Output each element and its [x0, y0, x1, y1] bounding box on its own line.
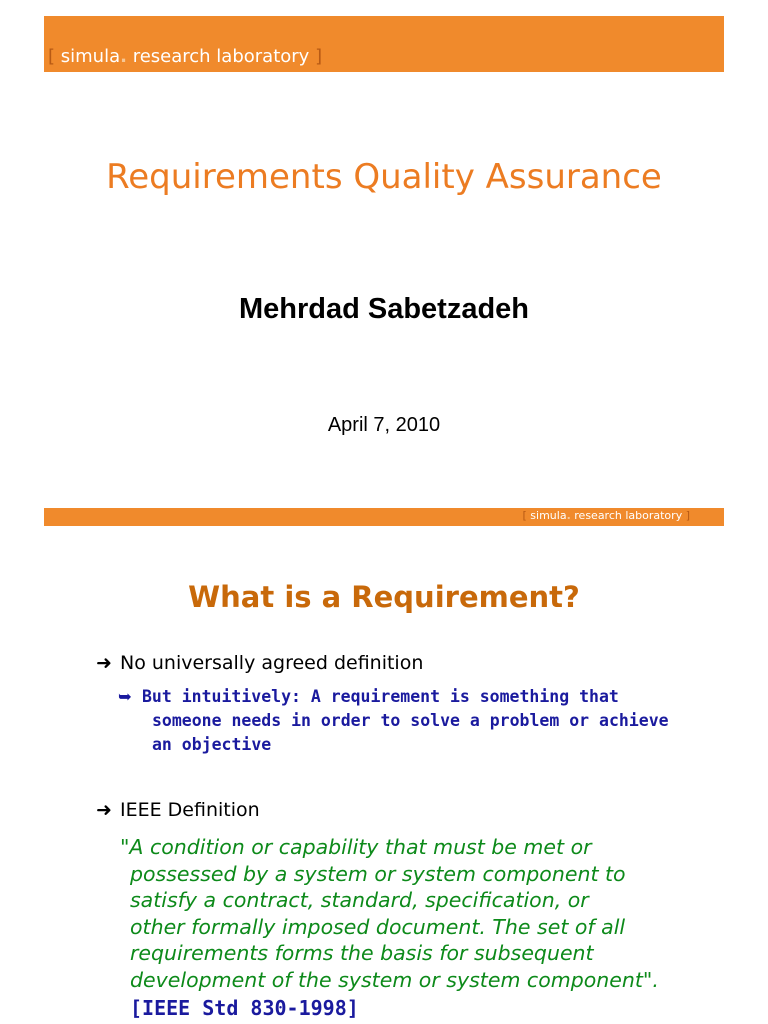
- logo-word-research: research laboratory: [132, 46, 310, 67]
- logo-dot: .: [566, 509, 571, 522]
- sub-bullet-line: But intuitively: A requirement is something that: [142, 687, 619, 706]
- presentation-title: Requirements Quality Assurance: [106, 157, 662, 197]
- quote-line: requirements forms the basis for subsequent: [130, 941, 594, 965]
- quote-line: other formally imposed document. The set of all: [130, 914, 626, 939]
- bullet-text: IEEE Definition: [120, 799, 260, 821]
- logo-bracket-close: ]: [315, 46, 323, 67]
- sub-bullet-line: an objective: [152, 735, 272, 754]
- bullet-item: [96, 799, 260, 821]
- logo-bracket-open: [: [48, 46, 56, 67]
- simula-logo: [48, 46, 322, 67]
- quote-line: "A condition or capability that must be met or: [120, 835, 592, 859]
- curved-arrow-icon: ➥: [118, 687, 132, 706]
- definition-quote: [120, 834, 740, 993]
- header-banner: [44, 16, 724, 72]
- citation: [IEEE Std 830-1998]: [130, 996, 359, 1020]
- logo-bracket-open: [: [522, 509, 527, 522]
- arrow-right-icon: ➜: [96, 799, 112, 821]
- arrow-right-icon: ➜: [96, 652, 112, 674]
- logo-dot: .: [120, 46, 127, 67]
- quote-line: possessed by a system or system component to: [130, 861, 626, 886]
- sub-bullet: [118, 685, 718, 757]
- bullet-text: No universally agreed definition: [120, 652, 424, 674]
- slide-title: What is a Requirement?: [188, 580, 580, 614]
- quote-line: development of the system or system component".: [130, 967, 659, 992]
- logo-word-simula: simula: [60, 46, 121, 67]
- quote-line: satisfy a contract, standard, specification, or: [130, 888, 589, 912]
- sub-bullet-line: someone needs in order to solve a problem or achieve: [152, 711, 669, 730]
- logo-word-research: research laboratory: [574, 509, 683, 522]
- presentation-date: April 7, 2010: [327, 414, 441, 436]
- logo-bracket-close: ]: [685, 509, 690, 522]
- logo-word-simula: simula: [530, 509, 567, 522]
- content-slide: [0, 520, 768, 1024]
- bullet-item: [96, 652, 423, 674]
- author-name: Mehrdad Sabetzadeh: [238, 293, 530, 325]
